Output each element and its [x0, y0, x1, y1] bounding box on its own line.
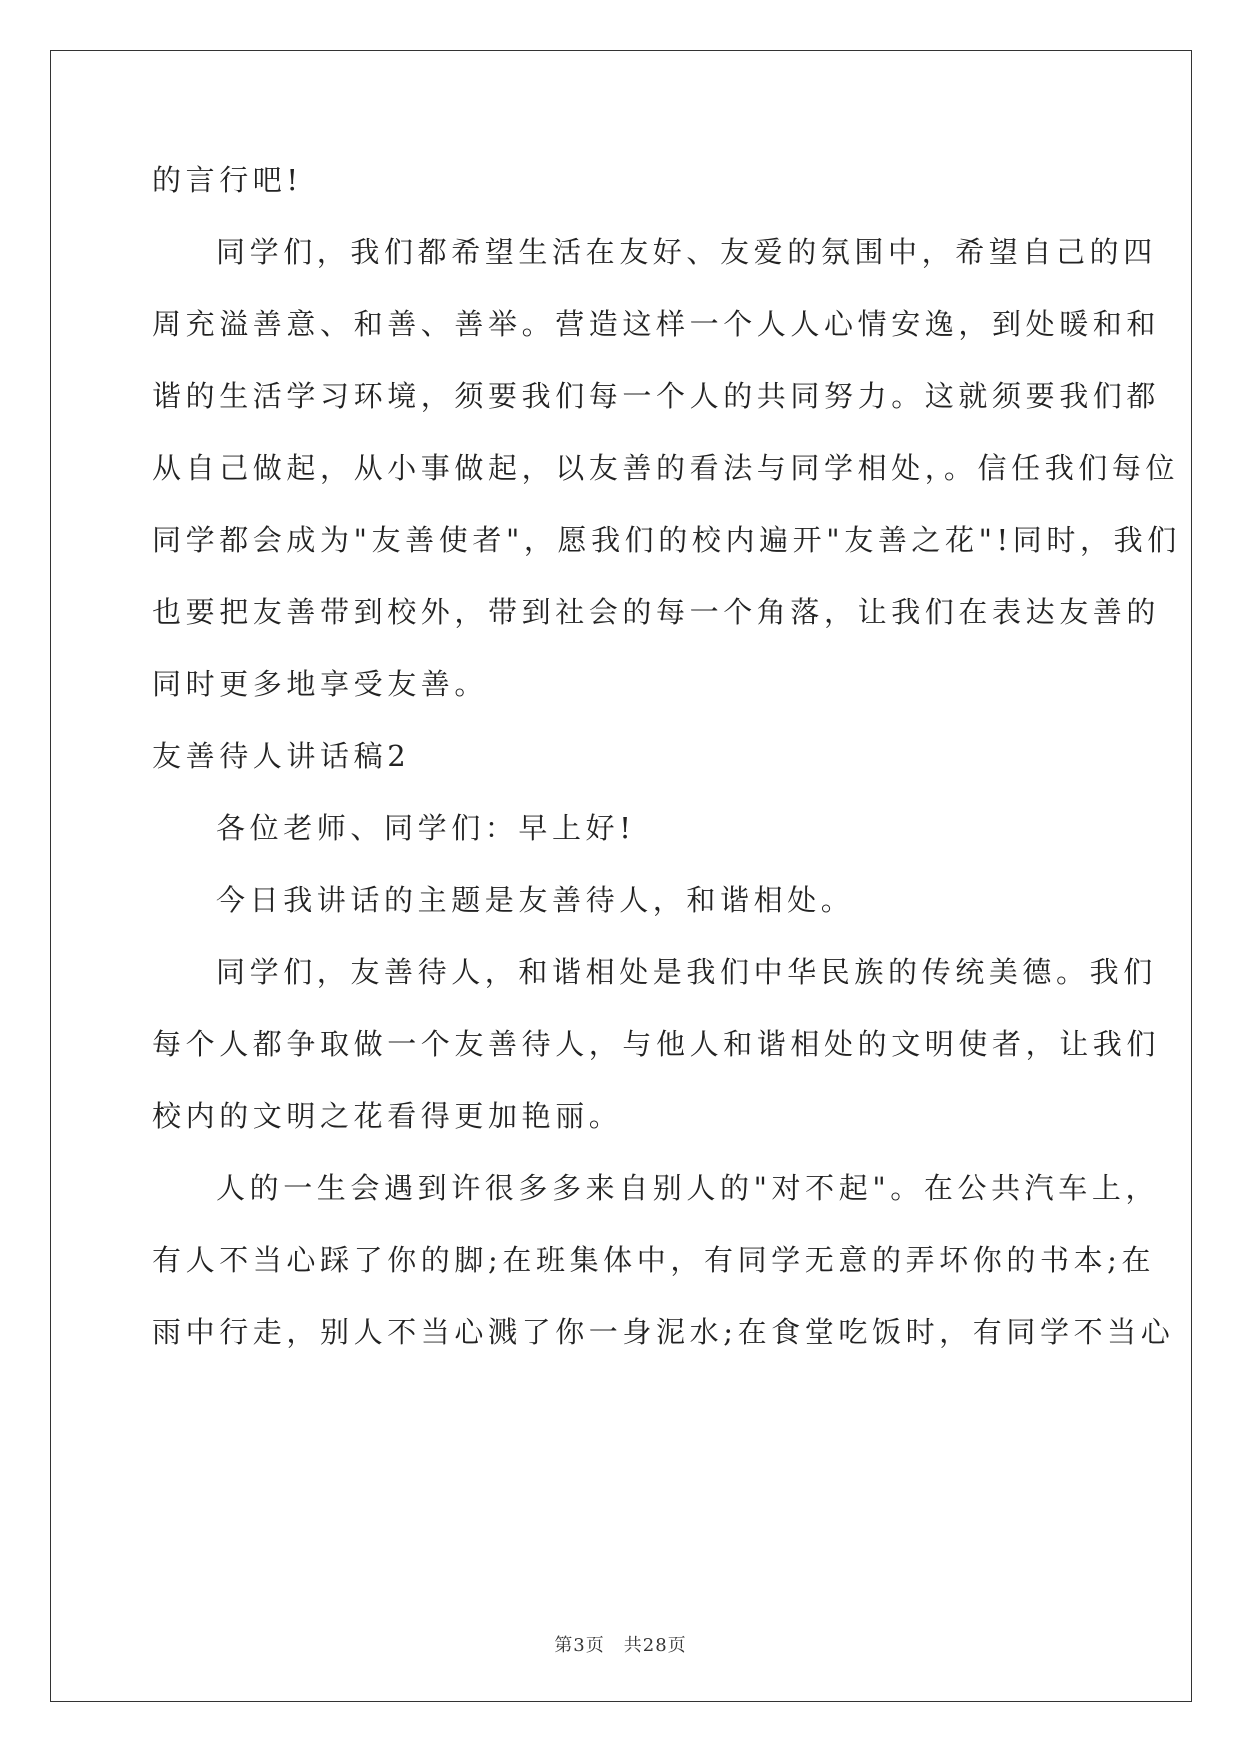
paragraph-line: 有人不当心踩了你的脚;在班集体中，有同学无意的弄坏你的书本;在 [152, 1243, 1156, 1277]
paragraph-line: 的言行吧! [152, 163, 303, 197]
paragraph-line: 每个人都争取做一个友善待人，与他人和谐相处的文明使者，让我们 [152, 1027, 1161, 1061]
paragraph-line: 同学都会成为"友善使者"，愿我们的校内遍开"友善之花"!同时，我们 [152, 523, 1181, 557]
paragraph-line: 也要把友善带到校外，带到社会的每一个角落，让我们在表达友善的 [152, 595, 1161, 629]
paragraph-line: 人的一生会遇到许很多多来自别人的"对不起"。在公共汽车上， [216, 1171, 1160, 1205]
paragraph-line: 周充溢善意、和善、善举。营造这样一个人人心情安逸，到处暖和和 [152, 307, 1161, 341]
page-number: 第3页 共28页 [554, 1635, 687, 1656]
paragraph-line: 各位老师、同学们：早上好! [216, 811, 636, 845]
paragraph-line: 校内的文明之花看得更加艳丽。 [152, 1099, 623, 1133]
paragraph-line: 同学们，我们都希望生活在友好、友爱的氛围中，希望自己的四 [216, 235, 1157, 269]
paragraph-line: 从自己做起，从小事做起，以友善的看法与同学相处，。信任我们每位 [152, 451, 1180, 485]
paragraph-line: 雨中行走，别人不当心溅了你一身泥水;在食堂吃饭时，有同学不当心 [152, 1315, 1175, 1349]
paragraph-line: 同时更多地享受友善。 [152, 667, 489, 701]
paragraph-line: 谐的生活学习环境，须要我们每一个人的共同努力。这就须要我们都 [152, 379, 1161, 413]
page-border [50, 50, 1192, 1702]
paragraph-line: 同学们，友善待人，和谐相处是我们中华民族的传统美德。我们 [216, 955, 1157, 989]
section-heading: 友善待人讲话稿2 [152, 739, 411, 773]
paragraph-line: 今日我讲话的主题是友善待人，和谐相处。 [216, 883, 855, 917]
